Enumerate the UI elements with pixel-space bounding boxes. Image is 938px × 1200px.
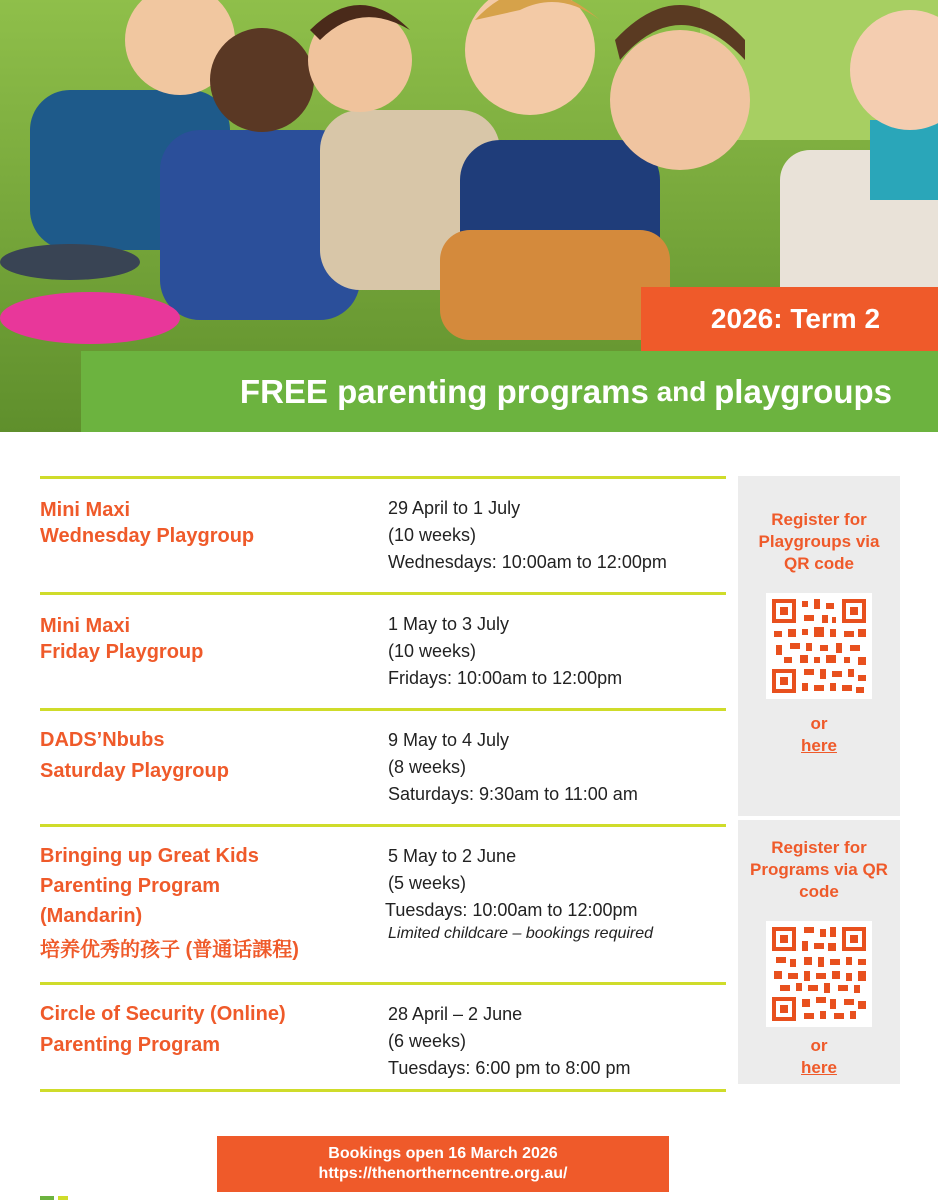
program-name-line: Friday Playgroup <box>40 641 204 663</box>
term-label: 2026: Term 2 <box>710 303 881 334</box>
program-times: Fridays: 10:00am to 12:00pm <box>388 668 623 688</box>
title-and: and <box>648 375 715 407</box>
program-times: Tuesdays: 10:00am to 12:00pm <box>385 900 638 920</box>
register-playgroups-title: Register for Playgroups via QR code <box>758 510 880 573</box>
website-link[interactable]: https://thenortherncentre.org.au/ <box>318 1165 568 1182</box>
program-name-line: Mini Maxi <box>40 499 131 521</box>
bookings-banner <box>217 1136 669 1192</box>
program-dates: 9 May to 4 July <box>388 730 510 750</box>
program-note: Limited childcare – bookings required <box>388 925 654 942</box>
title-banner <box>81 351 938 432</box>
program-name-line: Saturday Playgroup <box>40 760 229 782</box>
logo-fragment-icon <box>40 1194 80 1200</box>
program-row <box>40 708 726 824</box>
program-duration: (5 weeks) <box>388 873 467 893</box>
program-duration: (6 weeks) <box>388 1031 467 1051</box>
program-name-line: Wednesday Playgroup <box>40 525 255 547</box>
program-times: Wednesdays: 10:00am to 12:00pm <box>388 552 667 572</box>
or-label: or <box>810 1036 828 1055</box>
program-duration: (10 weeks) <box>388 641 477 661</box>
program-duration: (8 weeks) <box>388 757 467 777</box>
program-duration: (10 weeks) <box>388 525 477 545</box>
program-name-line: Circle of Security (Online) <box>40 1003 286 1025</box>
program-name-line: Parenting Program <box>40 875 221 897</box>
bookings-open-text: Bookings open 16 March 2026 <box>328 1145 558 1162</box>
playgroups-qr-code[interactable] <box>766 593 872 699</box>
program-name <box>40 999 370 1061</box>
or-label: or <box>810 714 828 733</box>
program-details <box>388 1001 728 1082</box>
term-banner <box>641 287 938 351</box>
program-details <box>388 727 728 808</box>
program-row <box>40 824 726 982</box>
program-dates: 1 May to 3 July <box>388 614 510 634</box>
title-free-programs: FREE parenting programs <box>239 372 649 410</box>
program-details <box>385 843 728 944</box>
program-name-line: DADS’Nbubs <box>40 729 165 751</box>
program-name <box>40 841 370 965</box>
programs-here-link[interactable]: here <box>801 1058 837 1077</box>
program-row <box>40 476 726 592</box>
program-name <box>40 497 370 549</box>
program-details <box>388 495 728 576</box>
playgroups-here-link[interactable]: here <box>801 736 837 755</box>
program-name-line: Bringing up Great Kids <box>40 845 259 867</box>
program-row <box>40 592 726 708</box>
program-dates: 29 April to 1 July <box>388 498 521 518</box>
program-list <box>40 476 726 1092</box>
program-name-line: (Mandarin) <box>40 905 143 927</box>
program-dates: 28 April – 2 June <box>388 1004 523 1024</box>
program-name-chinese: 培养优秀的孩子 (普通话課程) <box>40 939 299 961</box>
program-name-line: Mini Maxi <box>40 615 131 637</box>
program-name <box>40 725 370 787</box>
program-details <box>388 611 728 692</box>
register-programs-panel <box>738 820 900 1084</box>
program-times: Saturdays: 9:30am to 11:00 am <box>388 784 638 804</box>
register-programs-title: Register for Programs via QR code <box>750 838 888 901</box>
programs-qr-code[interactable] <box>766 921 872 1027</box>
program-dates: 5 May to 2 June <box>388 846 517 866</box>
program-name-line: Parenting Program <box>40 1034 221 1056</box>
register-playgroups-panel <box>738 476 900 816</box>
program-name <box>40 613 370 665</box>
title-playgroups: playgroups <box>714 372 892 410</box>
program-row <box>40 982 726 1092</box>
program-times: Tuesdays: 6:00 pm to 8:00 pm <box>388 1058 631 1078</box>
